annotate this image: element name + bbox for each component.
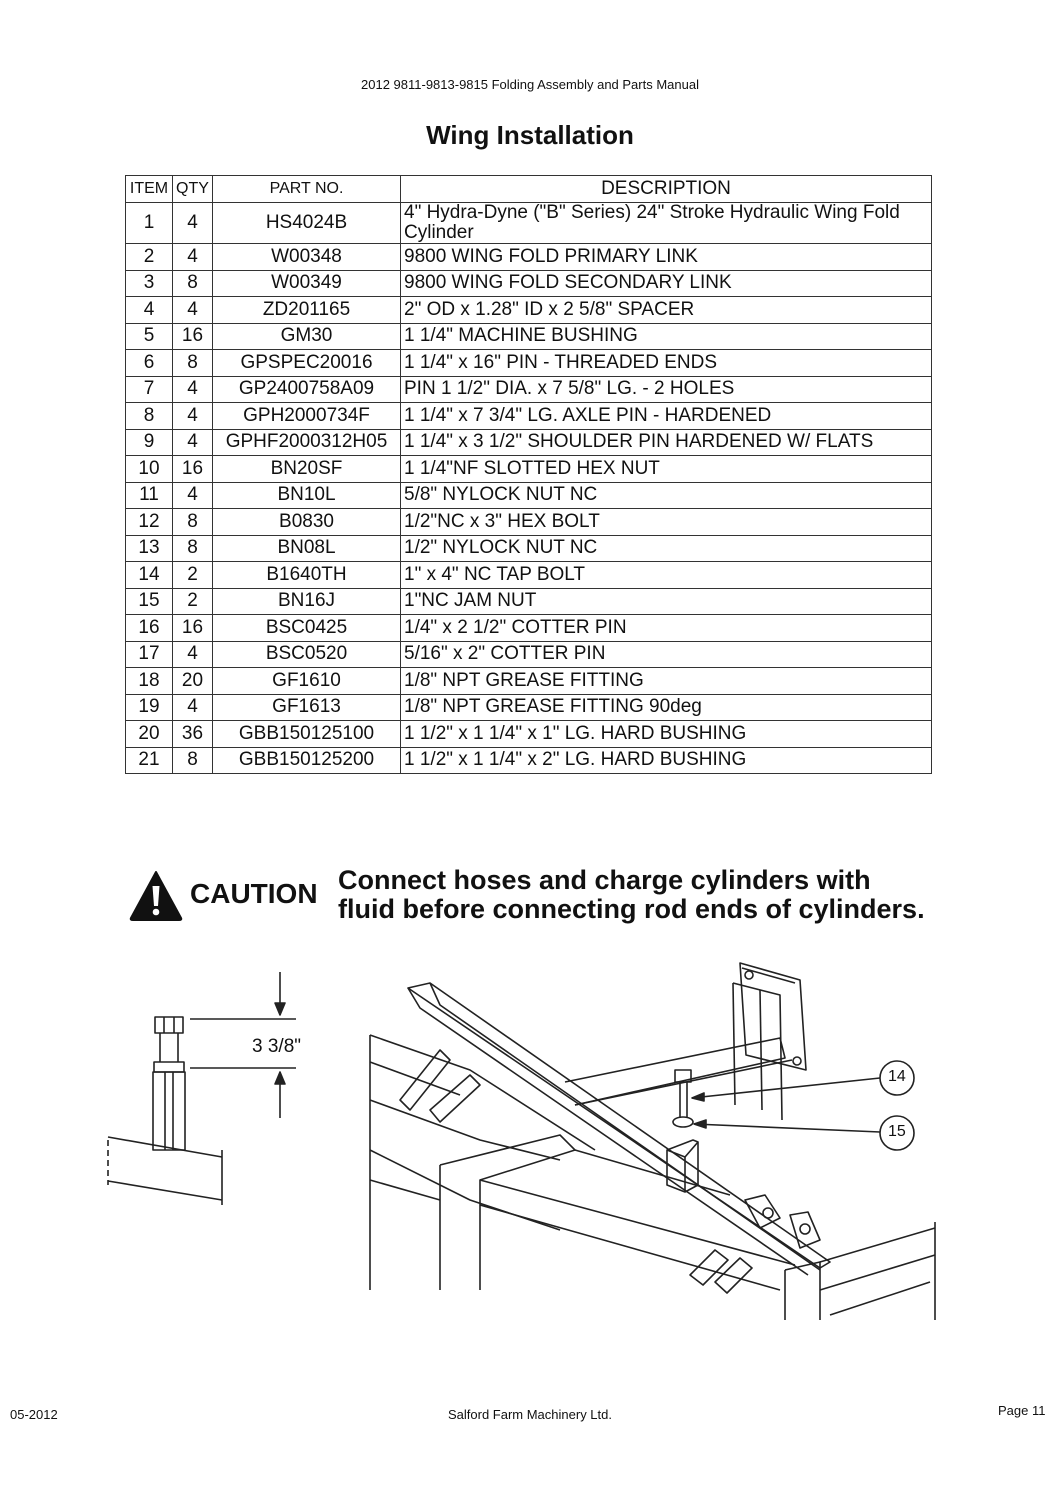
cell-qty: 8: [173, 509, 213, 536]
cell-description: 2" OD x 1.28" ID x 2 5/8" SPACER: [401, 297, 932, 324]
cell-qty: 8: [173, 350, 213, 377]
footer-company: Salford Farm Machinery Ltd.: [447, 1407, 612, 1422]
cell-item: 7: [126, 376, 173, 403]
cell-item: 1: [126, 203, 173, 244]
cell-part-no: GBB150125200: [213, 747, 401, 774]
cell-part-no: GF1613: [213, 694, 401, 721]
cell-qty: 2: [173, 562, 213, 589]
cell-description: 1 1/4" x 7 3/4" LG. AXLE PIN - HARDENED: [401, 403, 932, 430]
cell-item: 6: [126, 350, 173, 377]
cell-part-no: BN20SF: [213, 456, 401, 483]
cell-part-no: GM30: [213, 323, 401, 350]
footer-date: 05-2012: [10, 1407, 58, 1422]
cell-item: 20: [126, 721, 173, 748]
cell-qty: 16: [173, 456, 213, 483]
cell-qty: 4: [173, 641, 213, 668]
dimension-label: 3 3/8": [252, 1036, 302, 1057]
cell-part-no: GPHF2000312H05: [213, 429, 401, 456]
cell-description: 1 1/2" x 1 1/4" x 1" LG. HARD BUSHING: [401, 721, 932, 748]
cell-qty: 16: [173, 323, 213, 350]
cell-part-no: BN08L: [213, 535, 401, 562]
cell-item: 16: [126, 615, 173, 642]
callout-label-15: 15: [888, 1123, 906, 1140]
cell-item: 4: [126, 297, 173, 324]
cell-qty: 4: [173, 403, 213, 430]
cell-part-no: W00348: [213, 244, 401, 271]
cell-qty: 4: [173, 297, 213, 324]
cell-description: 1/2"NC x 3" HEX BOLT: [401, 509, 932, 536]
cell-part-no: GP2400758A09: [213, 376, 401, 403]
cell-item: 17: [126, 641, 173, 668]
cell-part-no: GBB150125100: [213, 721, 401, 748]
cell-description: PIN 1 1/2" DIA. x 7 5/8" LG. - 2 HOLES: [401, 376, 932, 403]
cell-description: 1/8" NPT GREASE FITTING: [401, 668, 932, 695]
cell-qty: 4: [173, 203, 213, 244]
col-header-description: DESCRIPTION: [401, 176, 932, 203]
cell-part-no: GF1610: [213, 668, 401, 695]
cell-part-no: BN10L: [213, 482, 401, 509]
cell-description: 1/2" NYLOCK NUT NC: [401, 535, 932, 562]
callout-label-14: 14: [888, 1068, 906, 1085]
cell-description: 1 1/2" x 1 1/4" x 2" LG. HARD BUSHING: [401, 747, 932, 774]
cell-qty: 8: [173, 747, 213, 774]
cell-item: 13: [126, 535, 173, 562]
cell-part-no: BN16J: [213, 588, 401, 615]
cell-description: 1" x 4" NC TAP BOLT: [401, 562, 932, 589]
col-header-qty: QTY: [173, 176, 213, 203]
cell-description: 1"NC JAM NUT: [401, 588, 932, 615]
cell-description: 5/8" NYLOCK NUT NC: [401, 482, 932, 509]
cell-part-no: W00349: [213, 270, 401, 297]
cell-part-no: BSC0425: [213, 615, 401, 642]
cell-description: 1/8" NPT GREASE FITTING 90deg: [401, 694, 932, 721]
cell-description: 5/16" x 2" COTTER PIN: [401, 641, 932, 668]
cell-qty: 8: [173, 270, 213, 297]
cell-description: 1 1/4" x 16" PIN - THREADED ENDS: [401, 350, 932, 377]
cell-qty: 4: [173, 429, 213, 456]
cell-qty: 36: [173, 721, 213, 748]
col-header-item: ITEM: [126, 176, 173, 203]
page-title: Wing Installation: [426, 120, 634, 150]
caution-line-1: Connect hoses and charge cylinders with: [338, 865, 871, 895]
cell-item: 18: [126, 668, 173, 695]
cell-qty: 4: [173, 694, 213, 721]
footer-page-number: Page 11: [998, 1403, 1046, 1418]
cell-item: 15: [126, 588, 173, 615]
cell-part-no: HS4024B: [213, 203, 401, 244]
cell-qty: 20: [173, 668, 213, 695]
cell-qty: 16: [173, 615, 213, 642]
cell-item: 5: [126, 323, 173, 350]
cell-qty: 8: [173, 535, 213, 562]
cell-item: 8: [126, 403, 173, 430]
cell-item: 14: [126, 562, 173, 589]
cell-item: 21: [126, 747, 173, 774]
cell-description: 1 1/4"NF SLOTTED HEX NUT: [401, 456, 932, 483]
cell-item: 12: [126, 509, 173, 536]
cylinder-detail: [108, 972, 296, 1205]
cell-qty: 4: [173, 244, 213, 271]
cell-qty: 4: [173, 376, 213, 403]
cell-description: 9800 WING FOLD PRIMARY LINK: [401, 244, 932, 271]
col-header-part-no: PART NO.: [213, 176, 401, 203]
cell-description: 9800 WING FOLD SECONDARY LINK: [401, 270, 932, 297]
cell-item: 10: [126, 456, 173, 483]
cell-part-no: GPH2000734F: [213, 403, 401, 430]
cell-part-no: B0830: [213, 509, 401, 536]
cell-item: 11: [126, 482, 173, 509]
cell-qty: 4: [173, 482, 213, 509]
cell-item: 2: [126, 244, 173, 271]
cell-description: 1 1/4" x 3 1/2" SHOULDER PIN HARDENED W/ FLATS: [401, 429, 932, 456]
cell-part-no: BSC0520: [213, 641, 401, 668]
manual-header: 2012 9811-9813-9815 Folding Assembly and Parts Manual: [361, 77, 699, 92]
cell-part-no: GPSPEC20016: [213, 350, 401, 377]
frame-assembly: [370, 963, 935, 1320]
caution-label: CAUTION: [190, 878, 318, 909]
cell-item: 3: [126, 270, 173, 297]
caution-line-2: fluid before connecting rod ends of cylinders.: [338, 894, 925, 924]
cell-part-no: ZD201165: [213, 297, 401, 324]
cell-description: 1/4" x 2 1/2" COTTER PIN: [401, 615, 932, 642]
cell-item: 19: [126, 694, 173, 721]
cell-description: 4" Hydra-Dyne ("B" Series) 24" Stroke Hydraulic Wing Fold Cylinder: [401, 203, 932, 244]
cell-item: 9: [126, 429, 173, 456]
cell-description: 1 1/4" MACHINE BUSHING: [401, 323, 932, 350]
cell-qty: 2: [173, 588, 213, 615]
cell-part-no: B1640TH: [213, 562, 401, 589]
